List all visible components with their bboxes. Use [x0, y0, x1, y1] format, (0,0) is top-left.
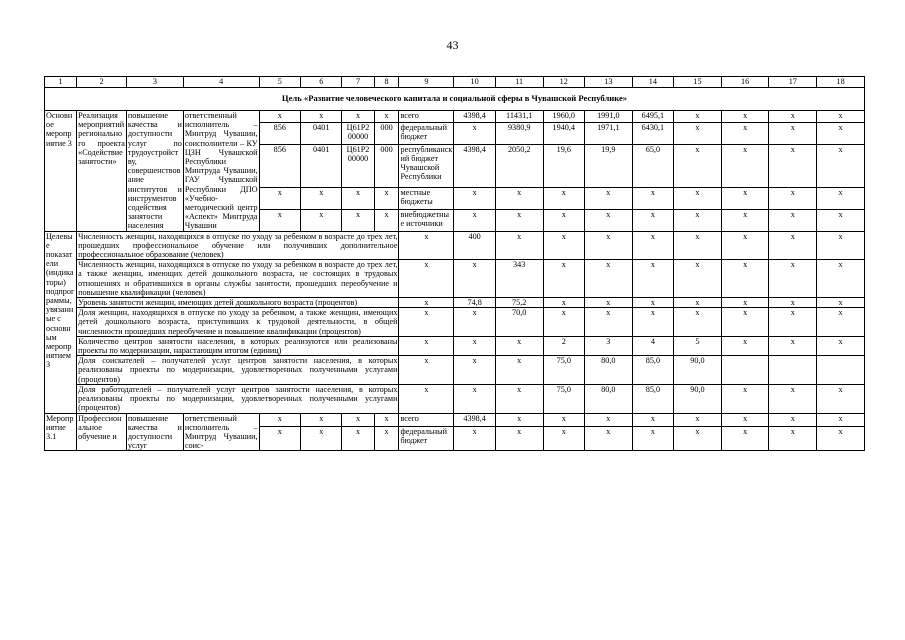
indicator-name: Доля соискателей – получателей услуг центров занятости населения, в которых реализованы проекты по модернизации, удовлетворенных полученными услугами (процентов) [78, 356, 398, 384]
indicator-name: Численность женщин, находящихся в отпуске по уходу за ребенком в возрасте до трех лет, а также женщин, имеющих детей дошкольного возраста, не состоящих в трудовых отношениях и обратившихся в органы службы занятости, прошедших переобучение и повышение квалификации (человек) [78, 260, 398, 297]
goal-title: Цель «Развитие человеческого капитала и социальной сферы в Чувашской Республике» [45, 88, 865, 111]
value-cell: x [674, 122, 722, 144]
value-cell: x [817, 144, 865, 187]
value-cell: 0401 [301, 122, 342, 144]
value-cell: x [817, 111, 865, 123]
indicator-value: 75,2 [495, 298, 543, 308]
indicator-value: 80,0 [584, 384, 632, 413]
value-cell: 1971,1 [584, 122, 632, 144]
indicator-row [45, 384, 865, 413]
value-cell: x [374, 209, 399, 231]
value-cell: x [543, 413, 584, 426]
value-cell: x [495, 187, 543, 209]
value-cell: x [495, 426, 543, 451]
value-cell: 000 [374, 122, 399, 144]
value-cell: x [721, 187, 769, 209]
event-description: Реализация мероприятий регионального проекта «Содействие занятости» [77, 111, 127, 232]
indicator-value: x [769, 260, 817, 298]
indicator-name: Доля работодателей – получателей услуг центров занятости населения, в которых реализованы проекты по модернизации, удовлетворенных полученными услугами (процентов) [78, 384, 398, 413]
value-cell: x [584, 426, 632, 451]
value-cell: x [259, 187, 300, 209]
value-cell: x [584, 187, 632, 209]
value-cell: x [817, 426, 865, 451]
indicator-row [45, 356, 865, 385]
event-description: Профессиональное обучение и [77, 413, 127, 451]
value-cell: x [454, 426, 495, 451]
indicator-value: x [674, 231, 722, 260]
column-header: 18 [817, 77, 865, 88]
indicator-value: x [674, 308, 722, 337]
value-cell: x [632, 413, 673, 426]
indicator-value: x [454, 260, 495, 298]
value-cell: федеральный бюджет [399, 426, 454, 451]
value-cell: x [674, 187, 722, 209]
column-header: 15 [674, 77, 722, 88]
indicator-value: x [495, 336, 543, 355]
expected-result: повышение качества и доступности услуг [127, 413, 182, 451]
value-cell: 9380,9 [495, 122, 543, 144]
value-cell: x [674, 209, 722, 231]
value-cell: x [721, 413, 769, 426]
indicator-value: x [399, 298, 454, 308]
value-cell: x [721, 209, 769, 231]
indicator-value: x [495, 356, 543, 385]
indicator-value: x [454, 308, 495, 337]
column-header: 14 [632, 77, 673, 88]
column-header: 6 [301, 77, 342, 88]
value-cell: x [632, 426, 673, 451]
value-cell: федеральный бюджет [399, 122, 454, 144]
value-cell: x [817, 122, 865, 144]
value-cell: республиканский бюджет Чувашской Республики [399, 144, 454, 187]
indicator-name: Количество центров занятости населения, в которых реализуются или реализованы проекты по модернизации, нарастающим итогом (единиц) [78, 336, 398, 356]
value-cell: 2050,2 [495, 144, 543, 187]
indicator-value: x [674, 298, 722, 308]
event-name: Основное мероприятие 3 [45, 111, 77, 232]
column-header: 13 [584, 77, 632, 88]
value-cell: x [495, 209, 543, 231]
column-header: 10 [454, 77, 495, 88]
column-header: 17 [769, 77, 817, 88]
value-cell: 19,6 [543, 144, 584, 187]
indicator-value: x [769, 231, 817, 260]
indicator-value: x [769, 384, 817, 413]
value-cell: x [584, 413, 632, 426]
value-cell: x [301, 426, 342, 451]
indicator-value: 343 [495, 260, 543, 298]
indicator-row [45, 260, 865, 298]
indicator-value: x [399, 260, 454, 298]
expected-result: повышение качества и доступности услуг по трудоустройству, совершенствование институтов и инструментов содействия занятости населения [127, 111, 182, 231]
value-cell: 1991,0 [584, 111, 632, 123]
indicator-value: 90,0 [674, 384, 722, 413]
indicator-row [45, 298, 865, 308]
value-cell: 1940,4 [543, 122, 584, 144]
column-header: 4 [183, 77, 259, 88]
value-cell: x [342, 413, 374, 426]
column-header: 12 [543, 77, 584, 88]
indicator-value [817, 356, 865, 385]
indicator-name: Доля женщин, находящихся в отпуске по уходу за ребенком, а также женщин, имеющих детей дошкольного возраста, приступивших к трудовой деятельности, в общей численности прошедших переобучение и повышение квалификации (процентов) [78, 308, 398, 336]
column-header: 2 [77, 77, 127, 88]
value-cell: 4398,4 [454, 144, 495, 187]
indicator-value: x [399, 384, 454, 413]
value-cell: x [769, 122, 817, 144]
value-cell: x [374, 111, 399, 123]
indicator-name: Уровень занятости женщин, имеющих детей дошкольного возраста (процентов) [77, 298, 399, 308]
funding-row [45, 111, 865, 123]
value-cell: x [769, 426, 817, 451]
indicator-value: 70,0 [495, 308, 543, 337]
value-cell: x [632, 209, 673, 231]
indicator-value: x [674, 260, 722, 298]
indicator-value: x [495, 231, 543, 260]
value-cell: x [259, 426, 300, 451]
indicator-value: x [543, 231, 584, 260]
value-cell: 6430,1 [632, 122, 673, 144]
indicator-value: x [632, 260, 673, 298]
indicator-value: 75,0 [543, 384, 584, 413]
value-cell: x [769, 144, 817, 187]
indicator-value: x [584, 260, 632, 298]
value-cell: 11431,1 [495, 111, 543, 123]
indicator-value: x [399, 356, 454, 385]
column-header: 7 [342, 77, 374, 88]
value-cell: x [674, 144, 722, 187]
indicator-value: x [584, 308, 632, 337]
indicator-value: x [543, 298, 584, 308]
value-cell: x [342, 426, 374, 451]
indicator-row [45, 231, 865, 260]
indicator-value: x [543, 308, 584, 337]
indicator-value: x [817, 336, 865, 355]
value-cell: 6495,1 [632, 111, 673, 123]
value-cell: x [674, 111, 722, 123]
indicator-value: x [721, 308, 769, 337]
value-cell: x [721, 122, 769, 144]
indicator-value [721, 356, 769, 385]
value-cell: x [632, 187, 673, 209]
value-cell: x [301, 413, 342, 426]
value-cell: местные бюджеты [399, 187, 454, 209]
indicator-value: 75,0 [543, 356, 584, 385]
indicator-value: x [454, 384, 495, 413]
value-cell: 000 [374, 144, 399, 187]
value-cell: x [769, 187, 817, 209]
value-cell: 1960,0 [543, 111, 584, 123]
column-header: 8 [374, 77, 399, 88]
value-cell: всего [399, 413, 454, 426]
indicator-row [45, 336, 865, 355]
value-cell: x [259, 413, 300, 426]
value-cell: x [259, 111, 300, 123]
goal-row [45, 88, 865, 111]
value-cell: x [454, 122, 495, 144]
indicator-value: x [769, 308, 817, 337]
value-cell: x [374, 413, 399, 426]
value-cell: Ц61Р2 00000 [342, 144, 374, 187]
indicator-value: x [817, 308, 865, 337]
value-cell: x [817, 209, 865, 231]
value-cell: x [817, 187, 865, 209]
indicator-value: x [769, 336, 817, 355]
funding-row [45, 413, 865, 426]
page-number: 43 [446, 38, 459, 52]
value-cell: Ц61Р2 00000 [342, 122, 374, 144]
indicator-value: x [817, 231, 865, 260]
indicator-value: x [817, 384, 865, 413]
value-cell: 65,0 [632, 144, 673, 187]
value-cell: всего [399, 111, 454, 123]
value-cell: x [374, 426, 399, 451]
indicator-value: 85,0 [632, 356, 673, 385]
value-cell: x [342, 187, 374, 209]
indicator-value: x [817, 298, 865, 308]
value-cell: x [769, 413, 817, 426]
indicator-value [769, 356, 817, 385]
value-cell: x [301, 111, 342, 123]
value-cell: x [769, 111, 817, 123]
indicator-value: x [632, 298, 673, 308]
indicator-value: x [721, 336, 769, 355]
executor: ответственный исполнитель – Минтруд Чувашии, соисполнители – КУ ЦЗН Чувашской Республики Минтруда Чувашии, ГАУ Чувашской Республики ДПО «Учебно-методический центр «Аспект» Минтруда Чувашии [184, 111, 258, 231]
value-cell: x [543, 426, 584, 451]
value-cell: x [584, 209, 632, 231]
column-header: 3 [126, 77, 183, 88]
value-cell: 4398,4 [454, 111, 495, 123]
value-cell: x [301, 209, 342, 231]
value-cell: x [543, 209, 584, 231]
indicator-value: x [454, 336, 495, 355]
value-cell: x [721, 426, 769, 451]
indicator-value: 5 [674, 336, 722, 355]
value-cell: x [495, 413, 543, 426]
value-cell: x [543, 187, 584, 209]
value-cell: x [817, 413, 865, 426]
indicator-value: x [454, 356, 495, 385]
value-cell: x [769, 209, 817, 231]
indicator-value: x [399, 231, 454, 260]
indicator-value: x [721, 384, 769, 413]
value-cell: x [342, 209, 374, 231]
indicator-value: x [584, 298, 632, 308]
executor: ответственный исполнитель – Минтруд Чувашии, соис- [184, 413, 258, 451]
value-cell: 19,9 [584, 144, 632, 187]
indicator-value: 400 [454, 231, 495, 260]
value-cell: 856 [259, 144, 300, 187]
column-header: 11 [495, 77, 543, 88]
indicator-value: x [721, 298, 769, 308]
value-cell: x [301, 187, 342, 209]
value-cell: x [374, 187, 399, 209]
indicator-value: x [721, 231, 769, 260]
indicator-name: Численность женщин, находящихся в отпуске по уходу за ребенком в возрасте до трех лет, прошедших профессиональное обучение или получивших дополнительное профессиональное образование (человек) [78, 231, 398, 260]
program-table [44, 76, 865, 451]
value-cell: внебюджетные источники [399, 209, 454, 231]
value-cell: x [674, 413, 722, 426]
indicator-value: x [721, 260, 769, 298]
column-header: 1 [45, 77, 77, 88]
indicators-label: Целевые показатели (индикаторы) подпрограммы, увязанные с основным мероприятием 3 [45, 231, 77, 413]
column-header: 16 [721, 77, 769, 88]
indicator-value: x [769, 298, 817, 308]
indicator-value: 85,0 [632, 384, 673, 413]
indicator-value: 2 [543, 336, 584, 355]
value-cell: x [454, 187, 495, 209]
value-cell: 0401 [301, 144, 342, 187]
column-header: 5 [259, 77, 300, 88]
value-cell: 856 [259, 122, 300, 144]
value-cell: x [721, 111, 769, 123]
indicator-value: 3 [584, 336, 632, 355]
indicator-value: x [817, 260, 865, 298]
indicator-value: 74,8 [454, 298, 495, 308]
column-header-row [45, 77, 865, 88]
value-cell: 4398,4 [454, 413, 495, 426]
indicator-value: x [495, 384, 543, 413]
indicator-value: x [632, 231, 673, 260]
indicator-row [45, 308, 865, 337]
indicator-value: x [399, 336, 454, 355]
value-cell: x [342, 111, 374, 123]
indicator-value: 80,0 [584, 356, 632, 385]
value-cell: x [454, 209, 495, 231]
indicator-value: x [399, 308, 454, 337]
value-cell: x [259, 209, 300, 231]
value-cell: x [721, 144, 769, 187]
indicator-value: 90,0 [674, 356, 722, 385]
column-header: 9 [399, 77, 454, 88]
value-cell: x [674, 426, 722, 451]
event-name: Мероприятие 3.1 [45, 413, 77, 451]
indicator-value: x [632, 308, 673, 337]
indicator-value: 4 [632, 336, 673, 355]
indicator-value: x [584, 231, 632, 260]
indicator-value: x [543, 260, 584, 298]
